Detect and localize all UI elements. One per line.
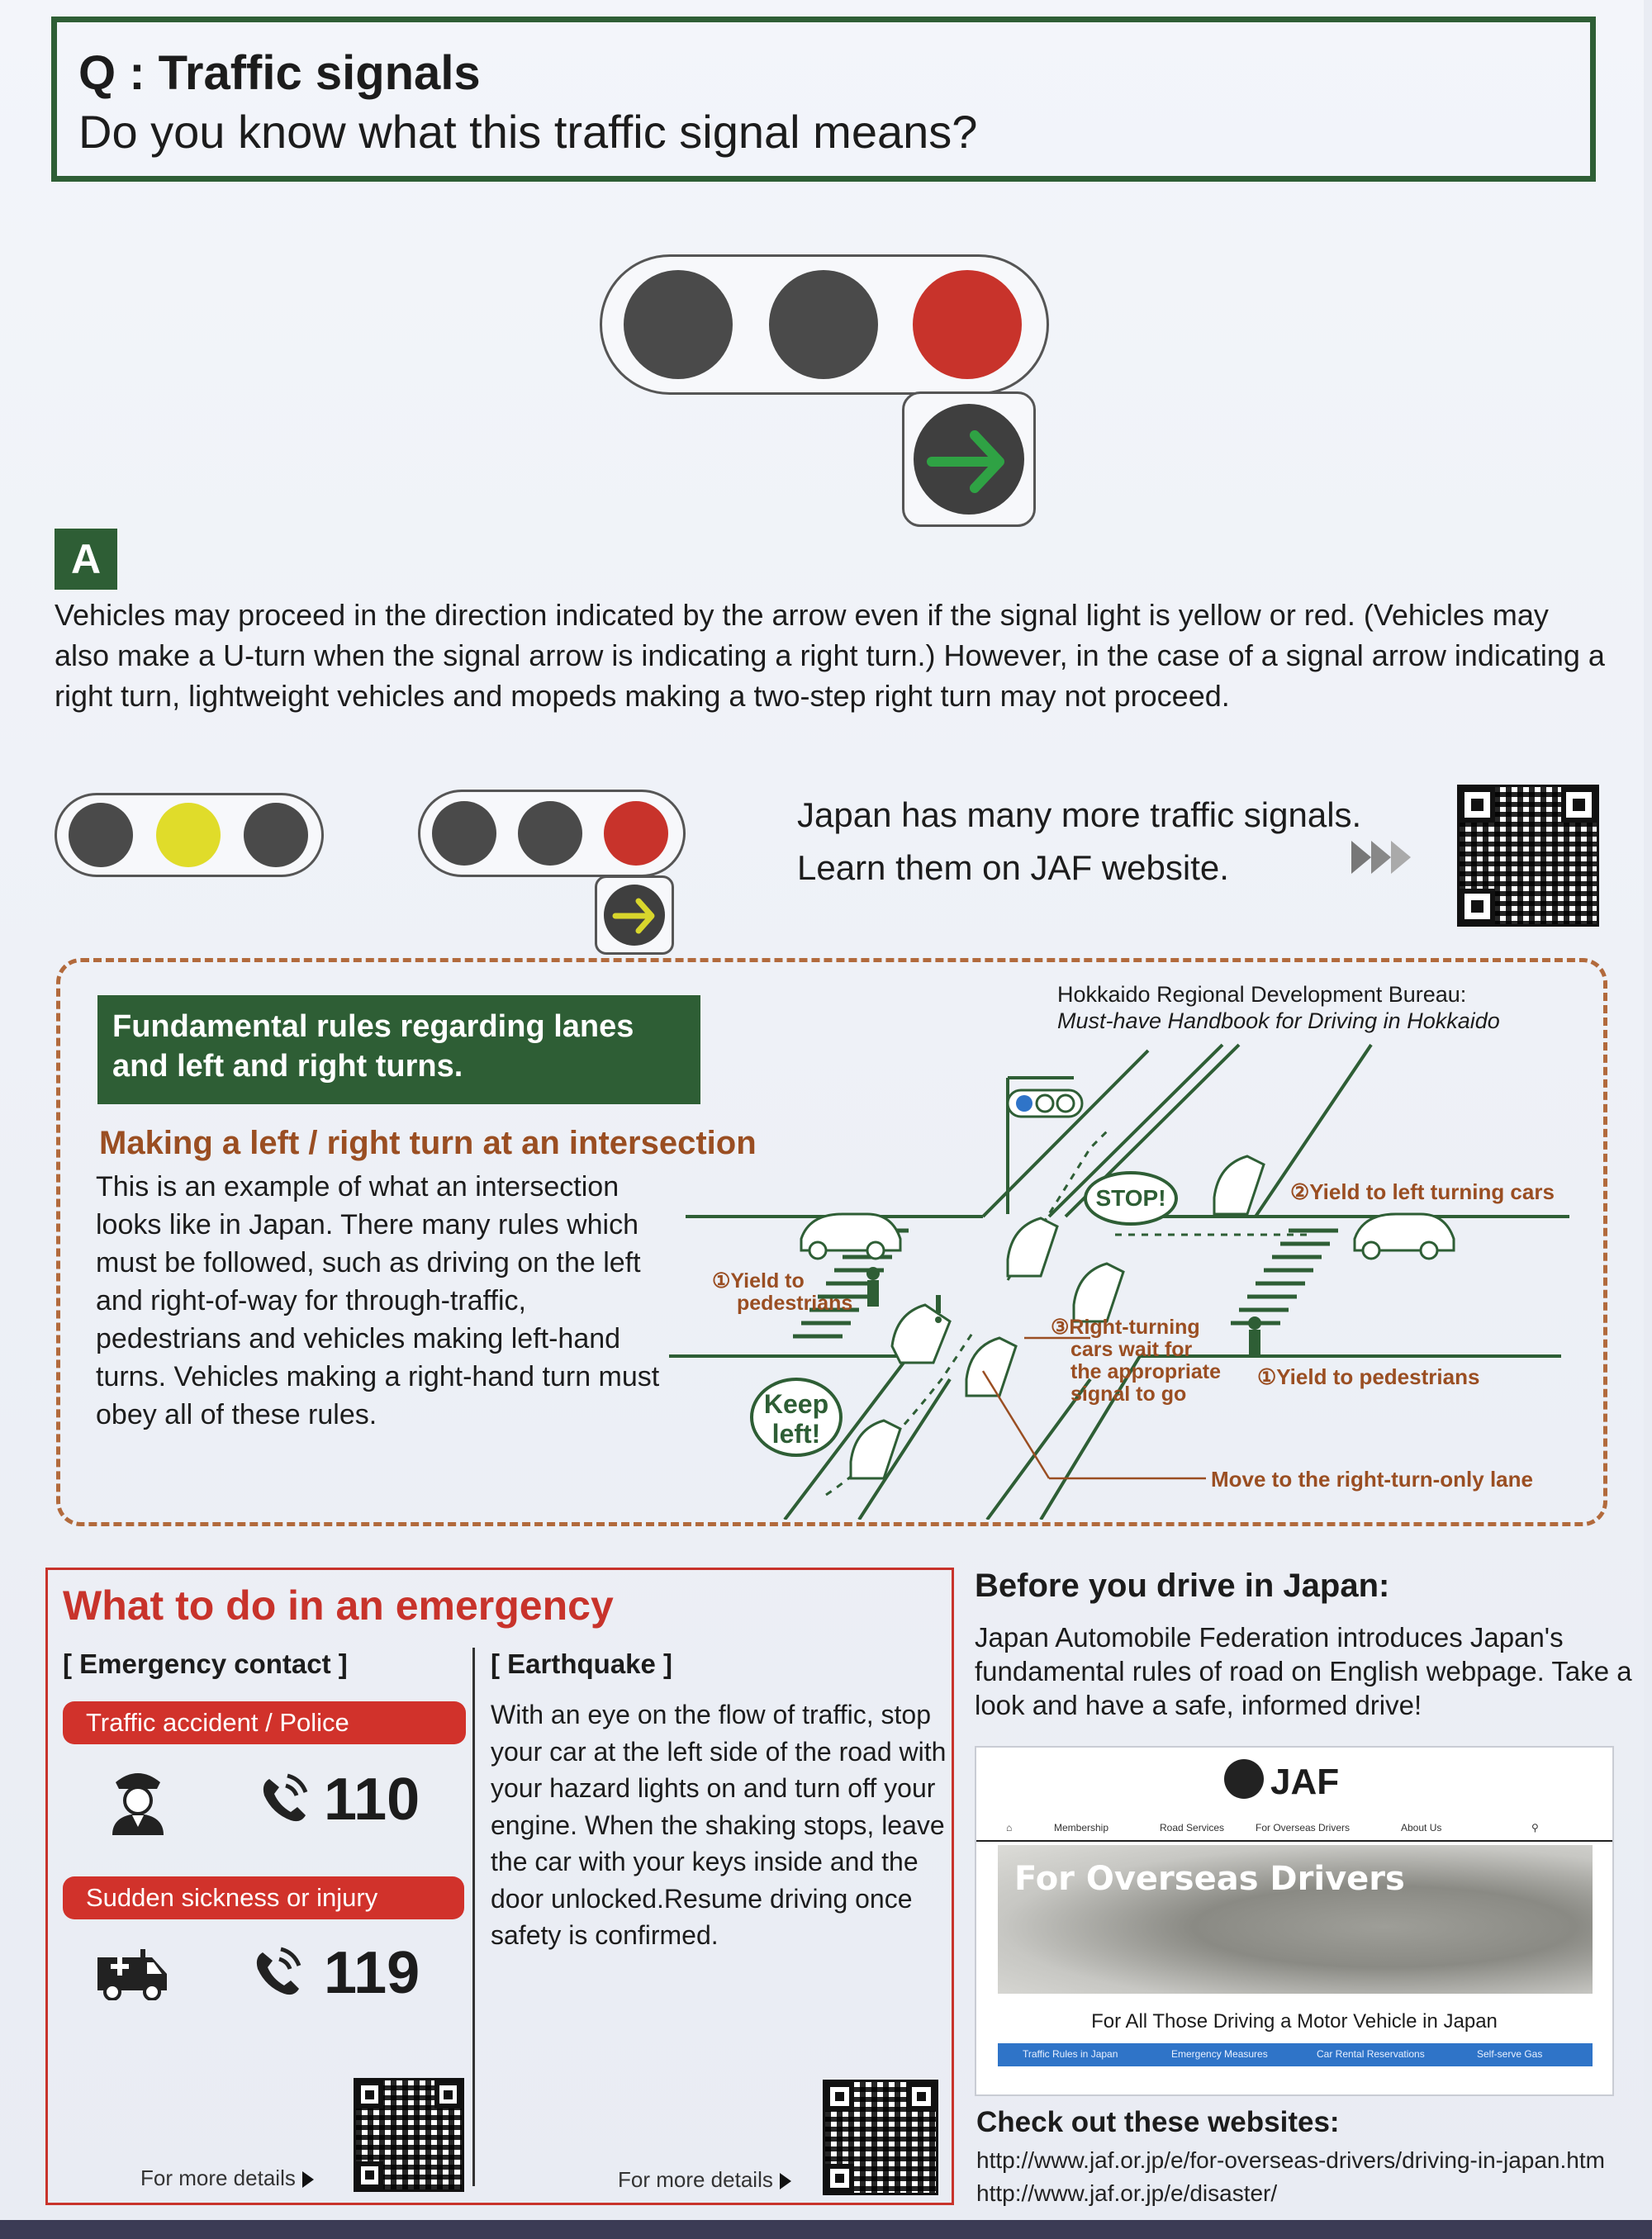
question-text: Do you know what this traffic signal means? bbox=[78, 106, 978, 158]
lanes-banner-line2: and left and right turns. bbox=[112, 1049, 463, 1084]
stop-text: STOP! bbox=[1095, 1185, 1166, 1211]
more-details-text: For more details bbox=[140, 2165, 296, 2190]
emergency-contact-heading: [ Emergency contact ] bbox=[63, 1648, 348, 1679]
lanes-banner-line1: Fundamental rules regarding lanes bbox=[112, 1009, 634, 1044]
police-number[interactable]: 110 bbox=[324, 1767, 420, 1833]
tab-self-serve-gas[interactable]: Self-serve Gas bbox=[1477, 2048, 1543, 2060]
wait-line3: the appropriate bbox=[1070, 1360, 1221, 1383]
earthquake-heading: [ Earthquake ] bbox=[491, 1648, 673, 1679]
play-arrow-icon bbox=[1391, 841, 1411, 874]
sickness-label: Sudden sickness or injury bbox=[63, 1876, 464, 1919]
keep-left-line1: Keep bbox=[763, 1389, 829, 1419]
stop-bubble bbox=[1084, 1171, 1178, 1226]
before-drive-title: Before you drive in Japan: bbox=[975, 1568, 1390, 1604]
more-details-link-quake[interactable] bbox=[618, 2167, 791, 2193]
site-hero bbox=[998, 1845, 1593, 1994]
jaf-logo bbox=[1224, 1759, 1339, 1803]
lanes-body: This is an example of what an intersection looks like in Japan. There many rules which must be followed, such as driving on the left and right-of-way for through-traffic, pedestrians and vehicles making left-hand turns. Vehicles making a right-hand turn must obey all of these rules. bbox=[96, 1171, 660, 1430]
signal-lamp-3 bbox=[244, 803, 308, 867]
yield-line-b: pedestrians bbox=[737, 1292, 853, 1315]
answer-badge: A bbox=[55, 529, 117, 590]
small-signal-yellow bbox=[55, 793, 324, 877]
column-divider bbox=[472, 1648, 475, 2186]
arrow-lamp bbox=[604, 885, 665, 946]
more-signals-text bbox=[797, 789, 1441, 894]
signal-lamp-red bbox=[913, 270, 1022, 379]
emergency-title: What to do in an emergency bbox=[63, 1582, 614, 1629]
main-traffic-signal bbox=[600, 254, 1049, 395]
site-tabs bbox=[998, 2043, 1593, 2066]
before-drive-body: Japan Automobile Federation introduces Japan's fundamental rules of road on English webpage. Take a look and have a safe, informed drive! bbox=[975, 1622, 1632, 1720]
play-arrow-icon bbox=[1351, 841, 1371, 874]
signal-lamp-red bbox=[604, 801, 668, 866]
ambulance-number[interactable]: 119 bbox=[324, 1940, 420, 2006]
checkout-title: Check out these websites: bbox=[976, 2106, 1340, 2138]
earthquake-qr-code[interactable] bbox=[823, 2080, 938, 2195]
nav-membership[interactable]: Membership bbox=[1054, 1822, 1109, 1833]
police-officer-icon bbox=[107, 1764, 169, 1835]
right-turn-wait-label bbox=[1051, 1316, 1221, 1406]
nav-about-us[interactable]: About Us bbox=[1401, 1822, 1442, 1833]
yield-pedestrians-label-1 bbox=[712, 1270, 852, 1315]
yield-line-a: ①Yield to bbox=[712, 1269, 805, 1293]
signal-lamp-1 bbox=[432, 801, 496, 866]
phone-icon bbox=[254, 1767, 314, 1827]
url-driving-in-japan[interactable]: http://www.jaf.or.jp/e/for-overseas-drivers/driving-in-japan.htm bbox=[976, 2147, 1605, 2173]
signal-lamp-1 bbox=[624, 270, 733, 379]
wait-line4: signal to go bbox=[1070, 1383, 1187, 1406]
keep-left-line2: left! bbox=[771, 1419, 821, 1449]
lanes-heading: Making a left / right turn at an intersection bbox=[99, 1125, 757, 1161]
home-icon[interactable]: ⌂ bbox=[1006, 1822, 1013, 1833]
keep-left-bubble bbox=[750, 1378, 843, 1457]
right-arrow-icon bbox=[914, 404, 1024, 515]
ambulance-icon bbox=[94, 1943, 170, 2000]
site-caption: For All Those Driving a Motor Vehicle in Japan bbox=[1091, 2010, 1498, 2033]
answer-text: Vehicles may proceed in the direction indicated by the arrow even if the signal light is yellow or red. (Vehicles may also make a U-turn when the signal arrow is indicating a right turn.) However, in the case of a signal arrow indicating a right turn, lightweight vehicles and mopeds making a two-step right turn may not proceed. bbox=[55, 598, 1605, 713]
main-arrow-signal bbox=[902, 391, 1036, 527]
question-title: Q : Traffic signals bbox=[78, 46, 481, 100]
nav-road-services[interactable]: Road Services bbox=[1160, 1822, 1225, 1833]
wait-line2: cars wait for bbox=[1070, 1338, 1193, 1361]
earthquake-text: With an eye on the flow of traffic, stop your car at the left side of the road with your hazard lights on and turn off your engine. When the shaking stops, leave the car with your keys inside and the door unlocked.Resume driving once safety is confirmed. bbox=[491, 1700, 947, 1950]
arrow-lamp bbox=[914, 404, 1024, 515]
signal-lamp-1 bbox=[69, 803, 133, 867]
yield-left-turning-label: ②Yield to left turning cars bbox=[1290, 1179, 1555, 1204]
yield-pedestrians-label-2: ①Yield to pedestrians bbox=[1257, 1364, 1480, 1389]
small-signal-red bbox=[418, 790, 686, 877]
search-icon[interactable]: ⚲ bbox=[1531, 1822, 1539, 1833]
nav-overseas-drivers[interactable]: For Overseas Drivers bbox=[1256, 1822, 1351, 1833]
more-details-text: For more details bbox=[618, 2167, 773, 2192]
source-credit bbox=[1057, 981, 1500, 1034]
right-turn-lane-label: Move to the right-turn-only lane bbox=[1211, 1467, 1533, 1492]
phone-icon bbox=[248, 1941, 307, 2000]
more-signals-line2: Learn them on JAF website. bbox=[797, 848, 1229, 887]
more-details-link-contact[interactable] bbox=[140, 2165, 314, 2191]
table-edge bbox=[0, 2220, 1652, 2239]
police-label: Traffic accident / Police bbox=[63, 1701, 466, 1744]
source-line1: Hokkaido Regional Development Bureau: bbox=[1057, 982, 1467, 1007]
wait-line1: ③Right-turning bbox=[1051, 1316, 1200, 1339]
jaf-signals-qr-code[interactable] bbox=[1457, 785, 1599, 927]
play-arrow-icon bbox=[1371, 841, 1391, 874]
site-nav bbox=[976, 1815, 1612, 1842]
signal-lamp-2 bbox=[518, 801, 582, 866]
question-box bbox=[51, 17, 1596, 182]
jaf-website-screenshot bbox=[975, 1746, 1614, 2096]
right-arrow-icon bbox=[604, 885, 665, 946]
play-arrow-icon bbox=[780, 2173, 791, 2189]
play-arrow-icon bbox=[302, 2171, 314, 2188]
more-signals-line1: Japan has many more traffic signals. bbox=[797, 795, 1362, 834]
signal-lamp-yellow bbox=[156, 803, 221, 867]
jaf-emblem-icon bbox=[1224, 1759, 1264, 1799]
tab-traffic-rules[interactable]: Traffic Rules in Japan bbox=[1023, 2048, 1118, 2060]
tab-emergency[interactable]: Emergency Measures bbox=[1171, 2048, 1268, 2060]
signal-lamp-2 bbox=[769, 270, 878, 379]
emergency-contact-qr-code[interactable] bbox=[354, 2078, 464, 2192]
small-arrow-signal bbox=[595, 875, 674, 955]
lanes-banner bbox=[97, 995, 700, 1104]
url-disaster[interactable]: http://www.jaf.or.jp/e/disaster/ bbox=[976, 2180, 1278, 2206]
site-hero-title: For Overseas Drivers bbox=[1014, 1860, 1405, 1898]
tab-car-rental[interactable]: Car Rental Reservations bbox=[1317, 2048, 1425, 2060]
source-line2: Must-have Handbook for Driving in Hokkaido bbox=[1057, 1008, 1500, 1033]
jaf-logo-text: JAF bbox=[1270, 1762, 1340, 1802]
